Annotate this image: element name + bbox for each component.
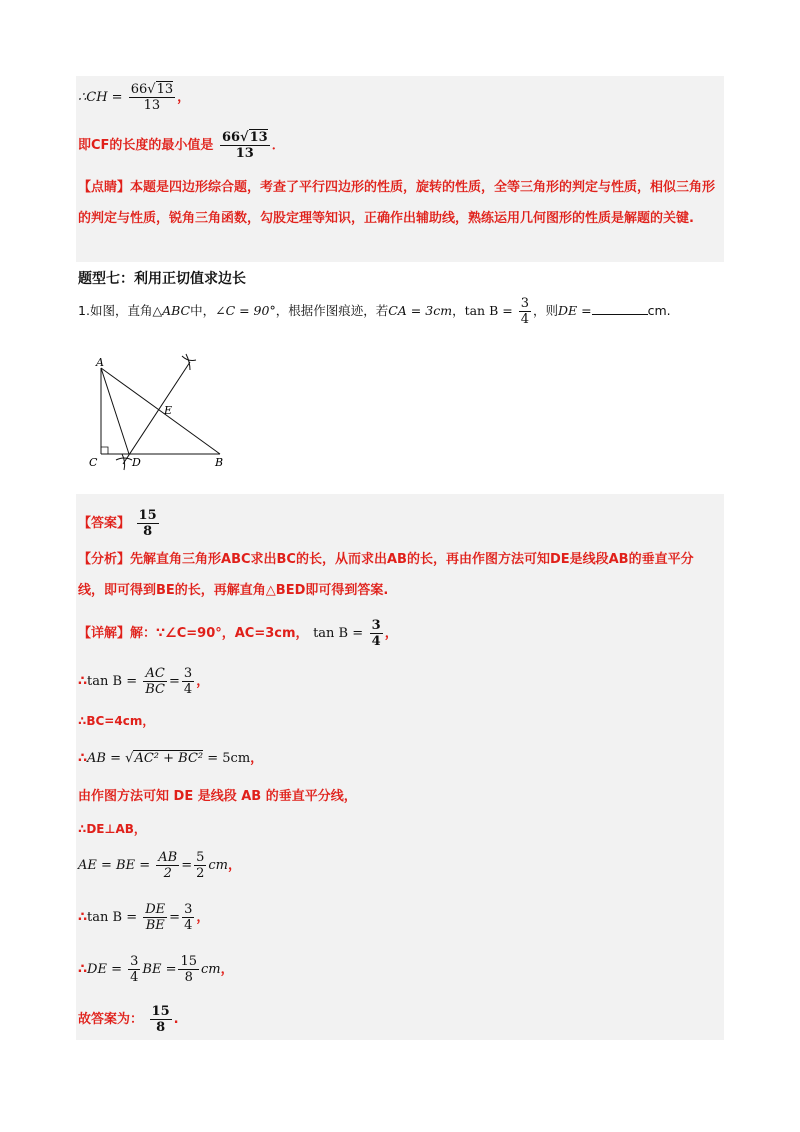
- final-answer-line: 故答案为： $\frac{15}{8}$ .: [78, 1004, 179, 1035]
- section-title: 题型七：利用正切值求边长: [78, 271, 246, 287]
- question-fraction: $\frac{3}{4}$: [520, 296, 529, 327]
- step-ab: ∴AB = √AC² + BC² = 5cm，: [78, 751, 264, 766]
- arc-mark-top: [182, 356, 196, 361]
- step-de: ∴DE = $\frac{3}{4}$ BE = $\frac{15}{8}$ cm，: [78, 954, 234, 985]
- question-line: 1.如图，直角△ABC中，∠C = 90°，根据作图痕迹，若CA = 3cm，tan B = $\frac{3}{4}$ ，则DE = cm.: [78, 296, 671, 327]
- segment-ab: [101, 368, 220, 454]
- ch-line: ∴CH = $\frac{66√13}{13}$ ，: [78, 82, 191, 113]
- analysis-text: 先解直角三角形ABC求出BC的长，从而求出AB的长，再由作图方法可知DE是线段AB的垂直平分线，即可得到BE的长，再解直角△BED即可得到答案.: [78, 552, 694, 598]
- comment-paragraph: [78, 172, 718, 234]
- step-perpendicular: ∴DE⊥AB，: [78, 822, 146, 836]
- label-b: B: [215, 456, 224, 469]
- segment-ad: [101, 368, 129, 454]
- analysis-paragraph: [78, 544, 718, 606]
- right-angle-mark: [101, 447, 108, 454]
- label-d: D: [132, 456, 141, 469]
- final-answer-fraction: $\frac{15}{8}$: [151, 1004, 170, 1035]
- analysis-label: 【分析】: [78, 552, 131, 567]
- label-a: A: [96, 356, 104, 369]
- step-bc: ∴BC=4cm，: [78, 714, 155, 728]
- step-tan-ac-bc: ∴tan B = $\frac{AC}{BC}$ = $\frac{3}{4}$ ，: [78, 666, 210, 697]
- label-c: C: [89, 456, 98, 469]
- perpendicular-bisector: [123, 362, 190, 464]
- step-tan-de-be: ∴tan B = $\frac{DE}{BE}$ = $\frac{3}{4}$ ，: [78, 902, 210, 933]
- step-bisector: 由作图方法可知 DE 是线段 AB 的垂直平分线，: [78, 789, 357, 804]
- final-answer-label: 故答案为：: [78, 1012, 144, 1027]
- ch-expression: ∴CH =: [78, 90, 123, 105]
- arc-mark-bottom-2: [122, 454, 125, 470]
- detail-line: 【详解】解：∵∠C=90°，AC=3cm， tan B = $\frac{3}{4}$ ，: [78, 618, 398, 649]
- cf-line: 即CF的长度的最小值是 $\frac{66√13}{13}$ ．: [78, 130, 285, 161]
- answer-blank[interactable]: [592, 302, 648, 315]
- triangle-figure: [86, 350, 236, 476]
- answer-label: 【答案】: [78, 516, 131, 531]
- ch-fraction: $\frac{66√13}{13}$: [130, 82, 174, 113]
- cf-fraction: $\frac{66√13}{13}$: [221, 130, 268, 161]
- label-e: E: [164, 404, 173, 417]
- answer-line: [78, 508, 161, 539]
- step-ae-be: AE = BE = $\frac{AB}{2}$ = $\frac{5}{2}$ cm，: [78, 850, 242, 881]
- comment-label: 【点睛】: [78, 180, 131, 195]
- cf-text: 即CF的长度的最小值是: [78, 138, 214, 153]
- answer-fraction: $\frac{15}{8}$: [138, 508, 157, 539]
- comment-text: 本题是四边形综合题，考查了平行四边形的性质，旋转的性质，全等三角形的判定与性质，相似三角形的判定与性质，锐角三角函数，勾股定理等知识，正确作出辅助线，熟练运用几何图形的性质是解题的关键.: [78, 180, 716, 226]
- detail-fraction: $\frac{3}{4}$: [371, 618, 381, 649]
- detail-label: 【详解】: [78, 626, 131, 641]
